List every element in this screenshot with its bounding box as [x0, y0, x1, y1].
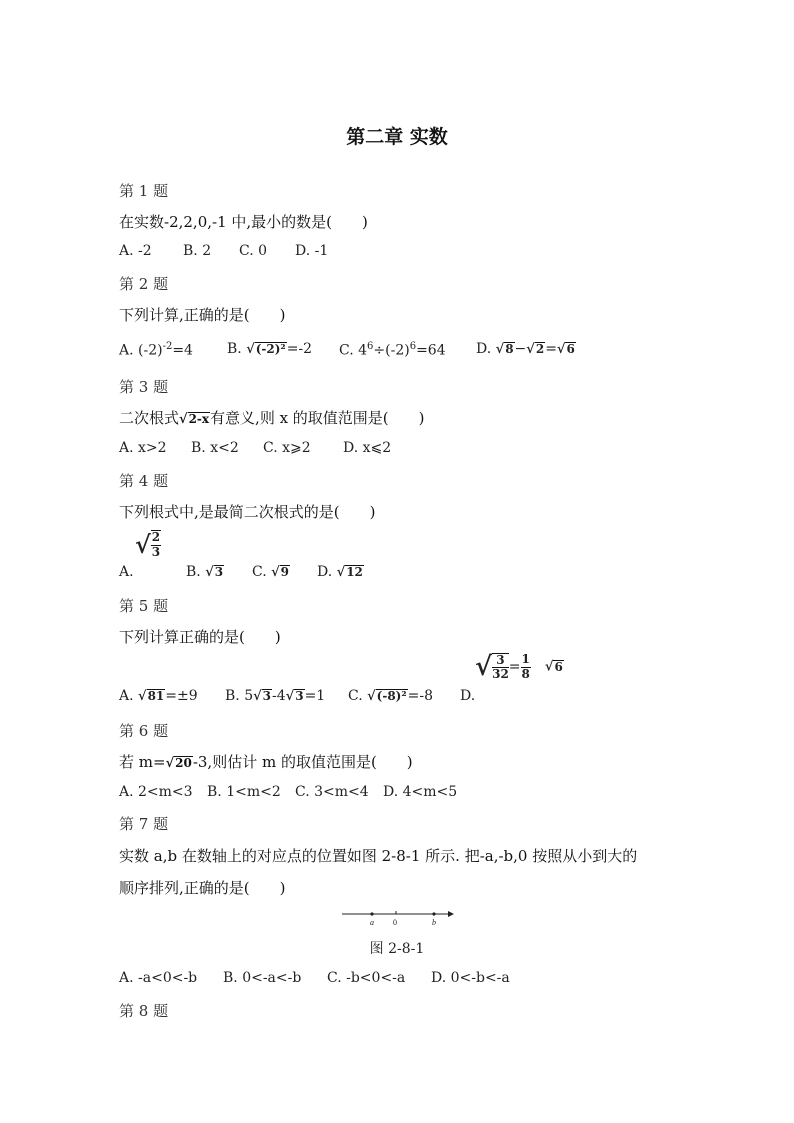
radical: (-2)² [255, 342, 286, 356]
question-7-label: 第 7 题 [119, 815, 169, 833]
question-3-label: 第 3 题 [119, 378, 169, 396]
option-d: D. 0<-b<-a [431, 970, 510, 986]
option-d: D. 4<m<5 [383, 784, 458, 800]
label-a: a [370, 918, 374, 927]
number-line-arrow [448, 911, 454, 917]
question-2-stem: 下列计算,正确的是( ) [119, 306, 286, 324]
option-b: B. 1<m<2 [207, 784, 281, 800]
option-c: C. $4^6\div(-2)^6=64$ [339, 341, 446, 359]
question-5-stem: 下列计算正确的是( ) [119, 628, 281, 646]
question-8-label: 第 8 题 [119, 1002, 169, 1020]
radical: 2-x [188, 412, 210, 426]
question-1-stem: 在实数-2,2,0,-1 中,最小的数是( ) [119, 213, 368, 231]
option-a: A. -2 [119, 243, 152, 259]
option-b: B. √(-2)²=-2 [227, 341, 313, 357]
question-1-label: 第 1 题 [119, 182, 169, 200]
option-d: √ $\frac{3}{32}$ = $\frac{1}{8}$ √6 [475, 652, 563, 682]
option-b: B. 5√3-4√3=1 [225, 688, 326, 704]
question-6-stem: 若 m=√20-3,则估计 m 的取值范围是( ) [119, 753, 413, 771]
point-a [370, 912, 373, 915]
option-a-label: A. [119, 564, 134, 580]
question-7-stem-line-1: 实数 a,b 在数轴上的对应点的位置如图 2-8-1 所示. 把-a,-b,0 按照从小到大的 [119, 847, 638, 865]
option-d: D. √12 [317, 564, 363, 580]
option-a: A. x>2 [119, 440, 167, 456]
option-a: A. -a<0<-b [119, 970, 198, 986]
option-a: A. √81=±9 [119, 688, 198, 704]
option-d: D. √8−√2=√6 [476, 341, 575, 357]
option-d-label: D. [460, 688, 476, 704]
question-3-stem: 二次根式√2-x有意义,则 x 的取值范围是( ) [119, 409, 425, 427]
label-b: b [432, 918, 436, 927]
option-c: C. x⩾2 [263, 440, 311, 456]
option-a: √ $\frac{2}{3}$ [135, 530, 161, 559]
question-6-label: 第 6 题 [119, 722, 169, 740]
option-c: C. -b<0<-a [327, 970, 406, 986]
option-d: D. x⩽2 [343, 440, 392, 456]
option-a: A. $(-2)^{-2}=4$ [119, 341, 193, 359]
page-title: 第二章 实数 [346, 126, 448, 148]
option-b: B. 2 [183, 243, 212, 259]
option-b: B. 0<-a<-b [223, 970, 302, 986]
question-4-label: 第 4 题 [119, 472, 169, 490]
question-2-label: 第 2 题 [119, 275, 169, 293]
number-line-figure [338, 906, 458, 930]
question-7-stem-line-2: 顺序排列,正确的是( ) [119, 879, 286, 897]
label-origin: 0 [393, 918, 397, 927]
option-c: C. 3<m<4 [295, 784, 369, 800]
option-c: C. √9 [252, 564, 290, 580]
point-b [432, 912, 435, 915]
figure-caption: 图 2-8-1 [369, 941, 425, 957]
option-b: B. √3 [186, 564, 224, 580]
question-5-label: 第 5 题 [119, 597, 169, 615]
radical: 20 [175, 756, 192, 770]
option-b: B. x<2 [191, 440, 239, 456]
question-4-stem: 下列根式中,是最简二次根式的是( ) [119, 503, 376, 521]
option-c: C. √(-8)²=-8 [348, 688, 433, 704]
option-d: D. -1 [295, 243, 329, 259]
option-c: C. 0 [239, 243, 268, 259]
option-a: A. 2<m<3 [119, 784, 193, 800]
